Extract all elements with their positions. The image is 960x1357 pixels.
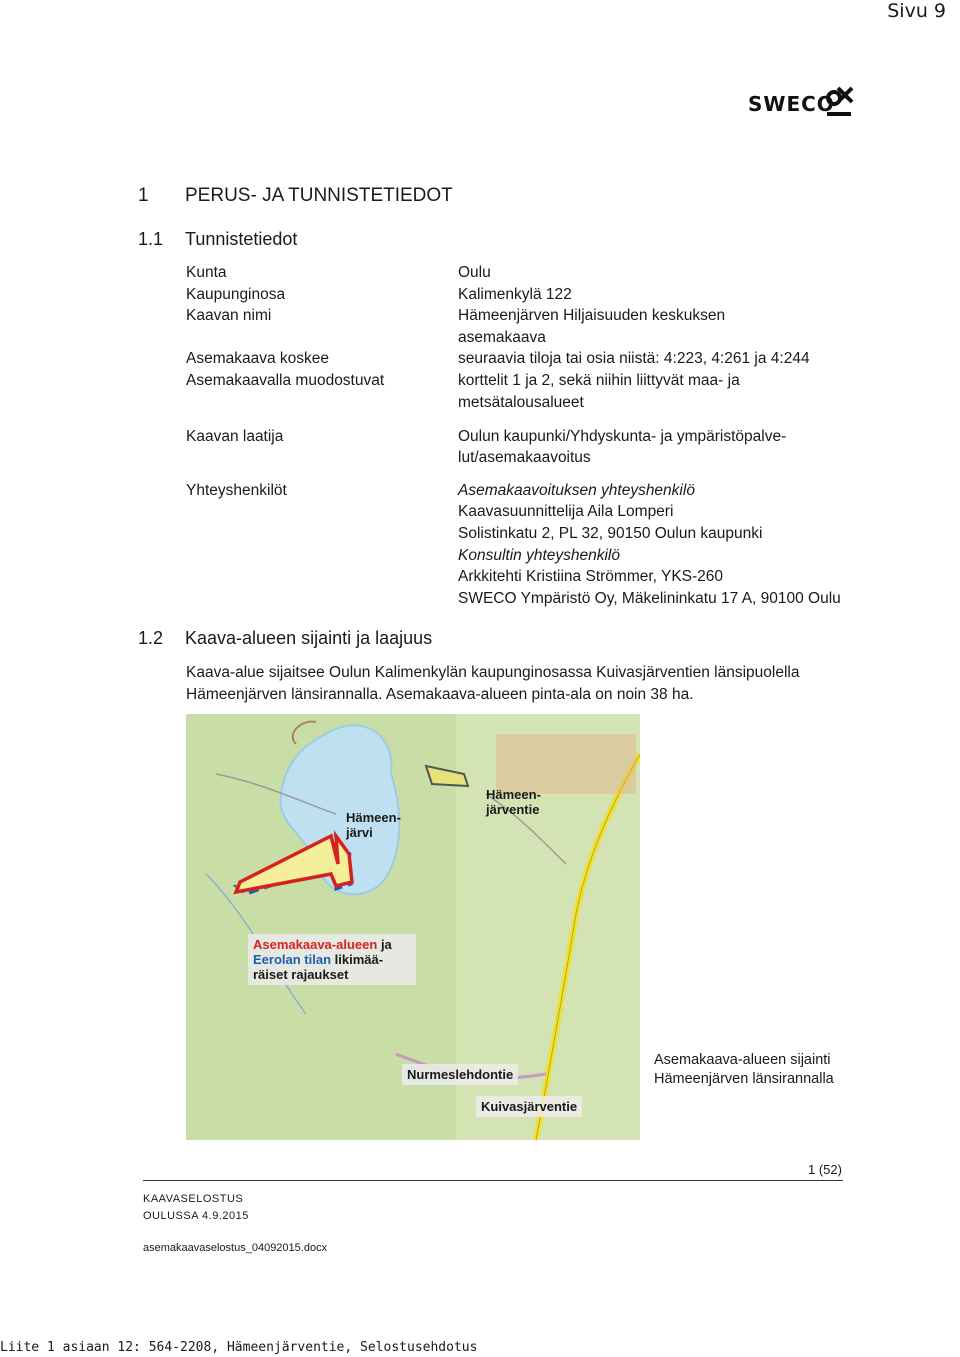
map-road-label-hameenjarventie: Hämeen- järventie xyxy=(486,787,541,817)
muodostuvat-value-1: korttelit 1 ja 2, sekä niihin liittyvät maa- ja xyxy=(458,372,740,389)
section-1-2-paragraph: Kaava-alue sijaitsee Oulun Kalimenkylän kaupunginosassa Kuivasjärventien länsipuolella Hämeenjärven länsirannalla. Asemakaava-alueen pinta-ala on noin 38 ha. xyxy=(186,664,800,703)
kunta-label: Kunta xyxy=(186,264,227,281)
koskee-value: seuraavia tiloja tai osia niistä: 4:223, 4:261 ja 4:244 xyxy=(458,350,810,367)
yhteys-line-3: Solistinkatu 2, PL 32, 90150 Oulun kaupunki xyxy=(458,525,763,542)
koskee-label: Asemakaava koskee xyxy=(186,350,330,367)
section-1-heading: 1 PERUS- JA TUNNISTETIEDOT xyxy=(138,185,453,206)
footer-filename: asemakaavaselostus_04092015.docx xyxy=(143,1242,328,1254)
map-lake-label: Hämeen- järvi xyxy=(346,810,401,840)
page-number: 1 (52) xyxy=(808,1162,842,1177)
kaupunginosa-value: Kalimenkylä 122 xyxy=(458,286,572,303)
kaavan-nimi-value-2: asemakaava xyxy=(458,329,546,346)
section-1-2-heading: 1.2 Kaava-alueen sijainti ja laajuus xyxy=(138,628,433,648)
location-map xyxy=(186,714,640,1140)
logo-text: SWECO xyxy=(748,92,835,116)
attachment-line: Liite 1 asiaan 12: 564-2208, Hämeenjärventie, Selostusehdotus xyxy=(0,1340,478,1355)
yhteys-line-2: Kaavasuunnittelija Aila Lomperi xyxy=(458,503,674,520)
kunta-value: Oulu xyxy=(458,264,491,281)
yhteys-line-4: Konsultin yhteyshenkilö xyxy=(458,547,620,564)
yhteys-line-5: Arkkitehti Kristiina Strömmer, YKS-260 xyxy=(458,568,724,585)
laatija-label: Kaavan laatija xyxy=(186,428,284,445)
map-caption: Asemakaava-alueen sijainti Hämeenjärven länsirannalla xyxy=(654,1052,834,1087)
yhteys-line-6: SWECO Ympäristö Oy, Mäkelininkatu 17 A, 90100 Oulu xyxy=(458,590,841,607)
yhteys-line-1: Asemakaavoituksen yhteyshenkilö xyxy=(458,482,695,499)
laatija-value-2: lut/asemakaavoitus xyxy=(458,449,591,466)
sweco-logo xyxy=(748,84,858,120)
laatija-value-1: Oulun kaupunki/Yhdyskunta- ja ympäristöpalve- xyxy=(458,428,787,445)
kaupunginosa-label: Kaupunginosa xyxy=(186,286,286,303)
kaavan-nimi-label: Kaavan nimi xyxy=(186,307,272,324)
footer-divider xyxy=(143,1180,843,1181)
kaavan-nimi-value-1: Hämeenjärven Hiljaisuuden keskuksen xyxy=(458,307,726,324)
map-legend-box: Asemakaava-alueen ja Eerolan tilan likimää- räiset rajaukset xyxy=(248,934,416,985)
map-road-label-kuivasjarventie: Kuivasjärventie xyxy=(476,1096,582,1117)
map-road-label-nurmeslehdontie: Nurmeslehdontie xyxy=(402,1064,518,1085)
muodostuvat-label: Asemakaavalla muodostuvat xyxy=(186,372,385,389)
footer-doc-type: KAAVASELOSTUS xyxy=(143,1193,244,1205)
muodostuvat-value-2: metsätalousalueet xyxy=(458,394,584,411)
footer-place-date: OULUSSA 4.9.2015 xyxy=(143,1210,249,1222)
sweco-logo-icon xyxy=(822,84,856,120)
yhteys-label: Yhteyshenkilöt xyxy=(186,482,287,499)
section-1-1-heading: 1.1 Tunnistetiedot xyxy=(138,229,298,249)
page-label: Sivu 9 xyxy=(887,0,946,22)
